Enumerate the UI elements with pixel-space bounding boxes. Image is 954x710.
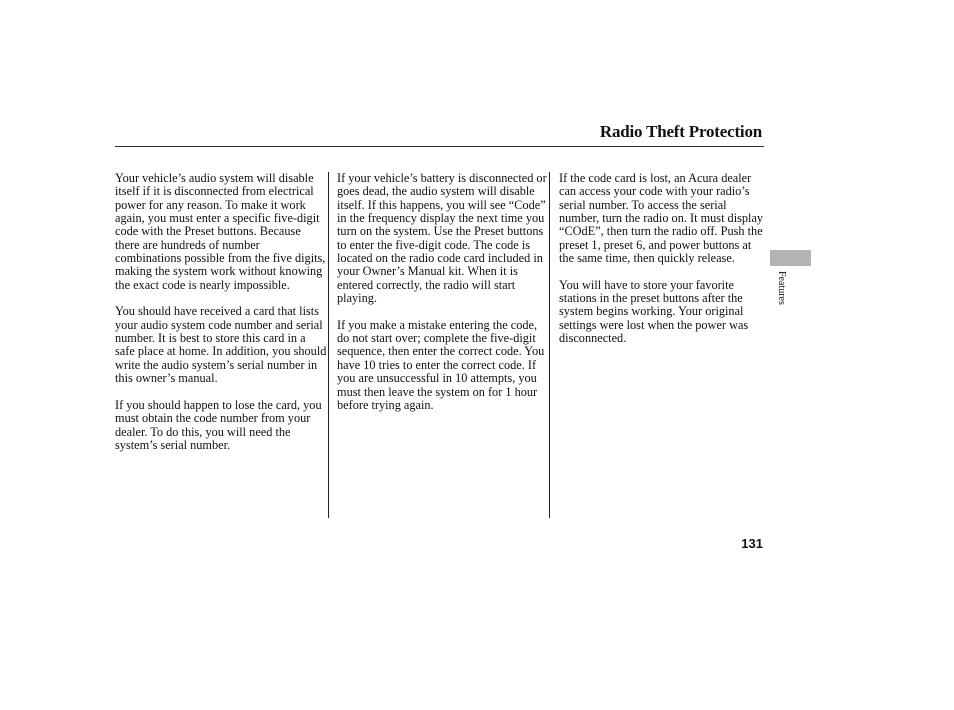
page-title: Radio Theft Protection (599, 122, 762, 141)
text-column-1 (115, 172, 327, 466)
paragraph: Your vehicle’s audio system will disable itself if it is disconnected from electrical power for any reason. To make it work again, you must enter a specific five-digit code with the Preset buttons. Because there are hundreds of number combinations possible from the five digits, making the system work without knowing the exact code is nearly impossible. (115, 171, 326, 292)
paragraph: If you make a mistake entering the code, do not start over; complete the five-digit sequence, then enter the correct code. You have 10 tries to enter the correct code. If you are unsuccessful in 10 attempts, you must then leave the system on for 1 hour before trying again. (337, 317, 545, 412)
page-number: 131 (741, 536, 763, 551)
header-rule (115, 146, 764, 147)
text-column-3 (559, 172, 765, 359)
section-label: Features (776, 271, 787, 305)
section-tab (770, 250, 811, 266)
column-divider (549, 172, 550, 518)
paragraph: You should have received a card that lists your audio system code number and serial number. It is best to store this card in a safe place at home. In addition, you should write the audio system’s serial number in this owner’s manual. (115, 304, 327, 386)
paragraph: If your vehicle’s battery is disconnected or goes dead, the audio system will disable itself. If this happens, you will see “Code” in the frequency display the next time you turn on the system. Use the Preset buttons to enter the five-digit code. The code is located on the radio code card included in your Owner’s Manual kit. When it is entered correctly, the radio will start playing. (337, 171, 547, 306)
paragraph: If the code card is lost, an Acura dealer can access your code with your radio’s serial number. To access the serial number, turn the radio on. It must display “COdE”, then turn the radio off. Push the preset 1, preset 6, and power buttons at the same time, then quickly release. (559, 171, 764, 266)
paragraph: You will have to store your favorite stations in the preset buttons after the system begins working. Your original settings were lost when the power was disconnected. (559, 277, 749, 346)
text-column-2 (337, 172, 549, 426)
paragraph: If you should happen to lose the card, you must obtain the code number from your dealer. To do this, you will need the system’s serial number. (115, 397, 322, 452)
column-divider (328, 172, 329, 518)
